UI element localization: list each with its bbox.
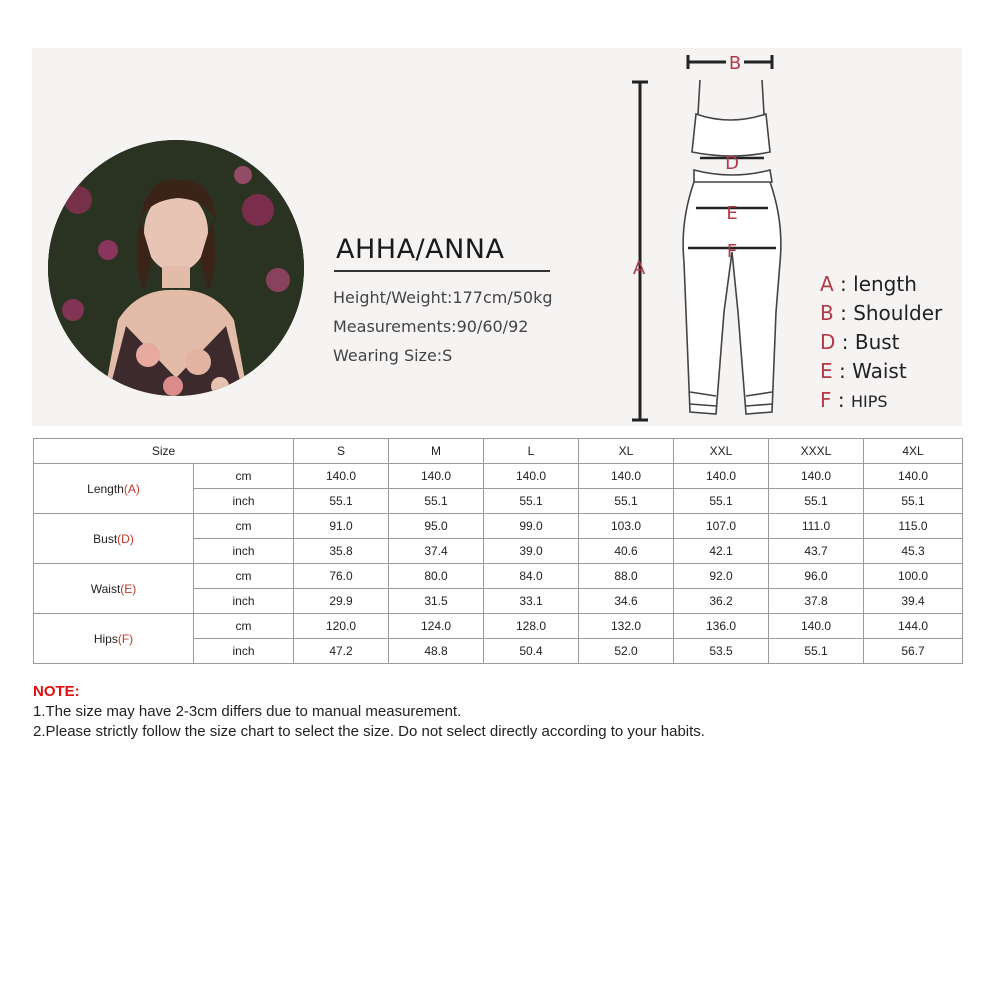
value-cell: 91.0 [294,514,389,539]
value-cell: 39.0 [484,539,579,564]
value-cell: 35.8 [294,539,389,564]
unit-cell: cm [194,514,294,539]
measurement-label [34,464,194,514]
measurement-letter: (A) [123,481,140,496]
value-cell: 33.1 [484,589,579,614]
value-cell: 140.0 [769,464,864,489]
legend-letter: F [820,388,832,412]
legend-item-length: A : length [820,272,917,296]
value-cell: 55.1 [769,489,864,514]
jumpsuit-diagram [620,52,790,424]
value-cell: 50.4 [484,639,579,664]
model-wearing-size: Wearing Size:S [333,346,453,365]
note-line: 2.Please strictly follow the size chart to select the size. Do not select directly according to your habits. [33,723,705,740]
value-cell: 43.7 [769,539,864,564]
measurement-letter: (E) [120,581,137,596]
measurement-letter: (D) [117,531,134,546]
value-cell: 34.6 [579,589,674,614]
legend-desc: length [853,272,917,296]
unit-cell: inch [194,489,294,514]
value-cell: 120.0 [294,614,389,639]
value-cell: 140.0 [389,464,484,489]
diagram-label-a: A [632,258,646,279]
value-cell: 100.0 [864,564,963,589]
value-cell: 111.0 [769,514,864,539]
size-col-header: 4XL [864,439,963,464]
value-cell: 84.0 [484,564,579,589]
value-cell: 29.9 [294,589,389,614]
legend-desc: Waist [852,359,907,383]
value-cell: 52.0 [579,639,674,664]
value-cell: 140.0 [579,464,674,489]
value-cell: 39.4 [864,589,963,614]
value-cell: 136.0 [674,614,769,639]
legend-desc: HIPS [850,392,888,411]
note-title: NOTE: [33,683,80,700]
unit-cell: cm [194,614,294,639]
value-cell: 124.0 [389,614,484,639]
diagram-label-d: D [725,153,739,174]
value-cell: 36.2 [674,589,769,614]
diagram-label-b: B [728,53,742,74]
legend-letter: A [820,272,834,296]
value-cell: 53.5 [674,639,769,664]
model-photo [48,140,304,396]
value-cell: 140.0 [674,464,769,489]
measurement-label [34,514,194,564]
value-cell: 144.0 [864,614,963,639]
legend-item-shoulder: B : Shoulder [820,301,943,325]
value-cell: 48.8 [389,639,484,664]
measurement-label [34,614,194,664]
unit-cell: inch [194,639,294,664]
size-col-header: L [484,439,579,464]
value-cell: 55.1 [864,489,963,514]
value-cell: 40.6 [579,539,674,564]
value-cell: 92.0 [674,564,769,589]
value-cell: 88.0 [579,564,674,589]
value-cell: 42.1 [674,539,769,564]
legend-item-bust: D : Bust [820,330,900,354]
legend-letter: B [820,301,834,325]
value-cell: 140.0 [769,614,864,639]
measurement-name: Bust [93,531,118,546]
measurement-legend [820,272,942,417]
value-cell: 103.0 [579,514,674,539]
size-col-header: XXL [674,439,769,464]
size-col-header: XXXL [769,439,864,464]
legend-desc: Bust [854,330,900,354]
legend-letter: D [820,330,836,354]
legend-desc: Shoulder [853,301,943,325]
unit-cell: inch [194,589,294,614]
value-cell: 55.1 [579,489,674,514]
value-cell: 55.1 [769,639,864,664]
diagram-label-f: F [726,241,738,262]
size-chart-table [33,438,963,664]
note-line: 1.The size may have 2-3cm differs due to manual measurement. [33,703,462,720]
size-col-header: M [389,439,484,464]
value-cell: 31.5 [389,589,484,614]
value-cell: 80.0 [389,564,484,589]
legend-item-hips: F : HIPS [820,388,888,412]
value-cell: 37.8 [769,589,864,614]
value-cell: 107.0 [674,514,769,539]
value-cell: 55.1 [674,489,769,514]
table-row [34,614,963,639]
value-cell: 37.4 [389,539,484,564]
value-cell: 56.7 [864,639,963,664]
size-header-label: Size [34,439,294,464]
value-cell: 45.3 [864,539,963,564]
value-cell: 95.0 [389,514,484,539]
table-row [34,514,963,539]
model-name: AHHA/ANNA [336,234,505,265]
name-divider [334,270,550,272]
value-cell: 55.1 [484,489,579,514]
legend-item-waist: E : Waist [820,359,907,383]
value-cell: 140.0 [484,464,579,489]
value-cell: 132.0 [579,614,674,639]
value-cell: 115.0 [864,514,963,539]
value-cell: 47.2 [294,639,389,664]
measurement-name: Length [87,481,124,496]
value-cell: 55.1 [294,489,389,514]
unit-cell: cm [194,564,294,589]
value-cell: 128.0 [484,614,579,639]
diagram-label-e: E [726,203,738,224]
value-cell: 76.0 [294,564,389,589]
measurement-name: Waist [90,581,121,596]
unit-cell: cm [194,464,294,489]
value-cell: 55.1 [389,489,484,514]
table-row [34,564,963,589]
value-cell: 99.0 [484,514,579,539]
value-cell: 140.0 [864,464,963,489]
measurement-letter: (F) [117,631,134,646]
legend-letter: E [820,359,833,383]
measurement-name: Hips [93,631,118,646]
size-col-header: S [294,439,389,464]
value-cell: 140.0 [294,464,389,489]
note-section [33,683,705,742]
model-measurements: Measurements:90/60/92 [333,317,529,336]
table-row [34,464,963,489]
size-col-header: XL [579,439,674,464]
measurement-label [34,564,194,614]
value-cell: 96.0 [769,564,864,589]
unit-cell: inch [194,539,294,564]
model-height-weight: Height/Weight:177cm/50kg [333,288,553,307]
size-header-row [34,439,963,464]
